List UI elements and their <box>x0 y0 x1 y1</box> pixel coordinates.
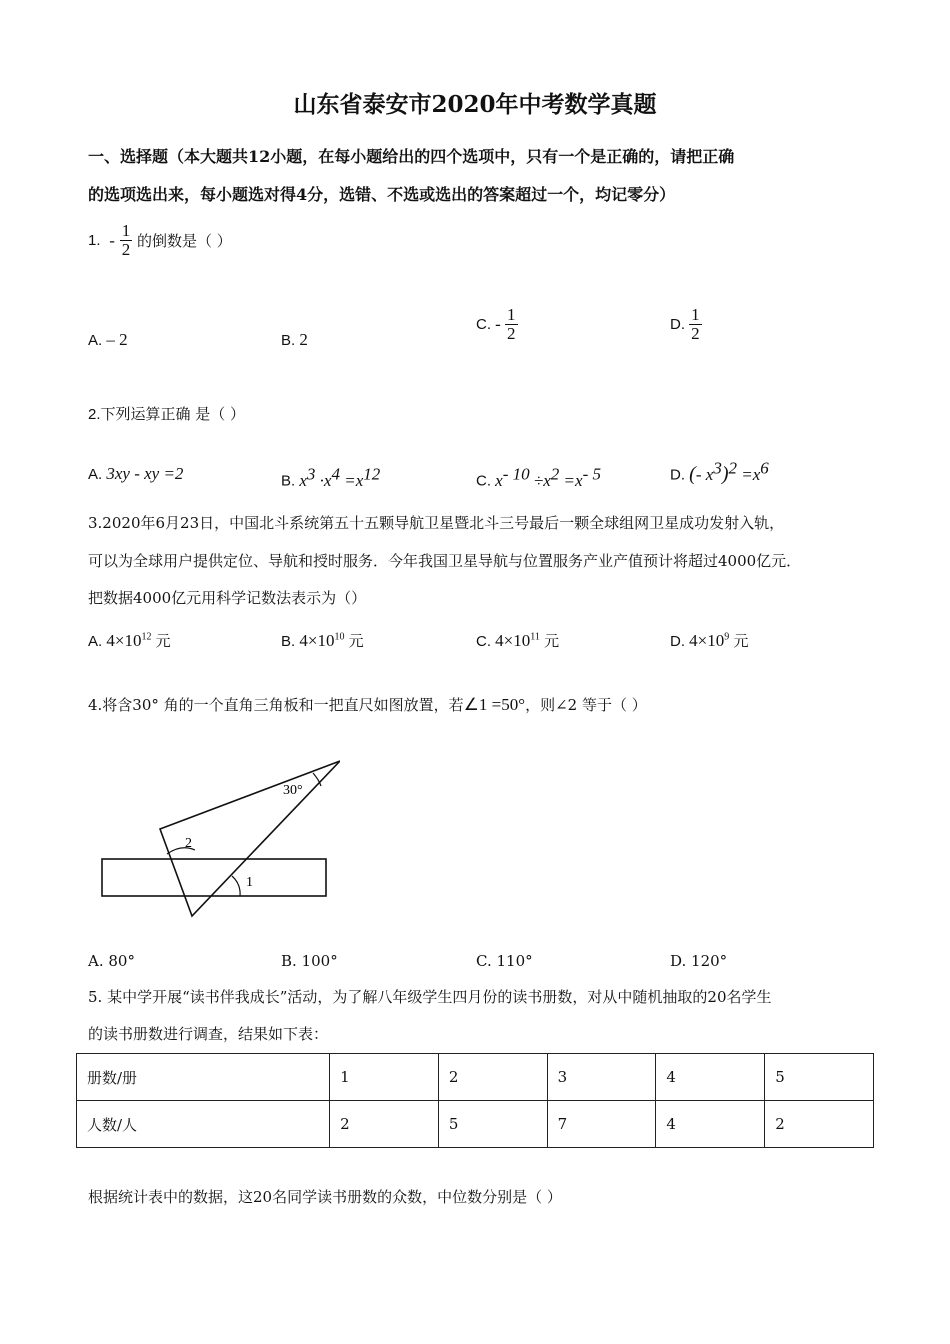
sci-notation: $4\times 10^9$ <box>689 631 730 650</box>
label-1: 1 <box>246 875 253 890</box>
question-text: 的倒数是（ ） <box>137 232 232 250</box>
table-cell: 5 <box>438 1101 547 1148</box>
option-value: 2 <box>299 330 308 349</box>
option-label: A. <box>88 466 103 483</box>
fraction-denominator: 2 <box>507 324 516 343</box>
q1-option-c[interactable] <box>476 306 518 343</box>
table-cell: 人数/人 <box>77 1101 330 1148</box>
exponent: 10 <box>334 631 345 643</box>
question-3-line1: 3.2020年6月23日，中国北斗系统第五十五颗导航卫星暨北斗三号最后一颗全球组网卫星成功发射入轨， <box>88 514 785 532</box>
q2-option-a[interactable] <box>88 464 183 484</box>
sci-notation: $4\times 10^{10}$ <box>299 631 345 650</box>
fraction-denominator: 2 <box>691 324 700 343</box>
option-label: D. <box>670 316 685 333</box>
minus-sign: - <box>495 314 501 334</box>
fraction-numerator: 1 <box>121 221 131 240</box>
reading-stats-table <box>76 1053 874 1148</box>
question-3-line2: 可以为全球用户提供定位、导航和授时服务．今年我国卫星导航与位置服务产业产值预计将超过4000亿元． <box>88 552 802 570</box>
q1-option-a[interactable] <box>88 330 128 350</box>
question-1 <box>88 222 232 259</box>
question-text: 下列运算正确 是（ ） <box>100 405 246 423</box>
question-4 <box>88 694 647 715</box>
option-label: D. <box>670 633 685 650</box>
q1-option-b[interactable] <box>281 330 308 350</box>
question-prefix: 4.将含30° 角的一个直角三角板和一把直尺如图放置，若 <box>88 696 464 714</box>
q2-option-b[interactable] <box>281 464 380 491</box>
angle-expression: ∠1 =50° <box>463 695 526 714</box>
option-label: C. <box>476 633 491 650</box>
option-label: B. <box>281 332 296 349</box>
fraction-one-half <box>120 222 133 259</box>
table-row <box>77 1054 874 1101</box>
q3-option-a[interactable] <box>88 630 171 651</box>
unit: 元 <box>155 633 171 650</box>
exponent: 12 <box>141 631 152 643</box>
unit: 元 <box>544 633 560 650</box>
section-heading-line1: 一、选择题（本大题共12小题，在每小题给出的四个选项中，只有一个是正确的，请把正确 <box>88 147 735 166</box>
table-cell: 3 <box>547 1054 656 1101</box>
angle-1-arc <box>232 876 240 896</box>
option-label: B. <box>281 472 296 490</box>
question-2 <box>88 403 245 424</box>
option-value: – 2 <box>106 330 128 349</box>
q3-option-d[interactable] <box>670 630 748 651</box>
fraction <box>505 306 518 343</box>
question-suffix: ，则∠2 等于（ ） <box>525 696 647 714</box>
question-5-line2: 的读书册数进行调查，结果如下表： <box>88 1025 329 1043</box>
q3-option-c[interactable] <box>476 630 559 651</box>
option-label: A. <box>88 332 103 349</box>
q1-option-d[interactable] <box>670 306 702 343</box>
table-cell: 5 <box>765 1054 874 1101</box>
question-5-line1: 5. 某中学开展“读书伴我成长”活动，为了解八年级学生四月份的读书册数，对从中随机抽取的20名学生 <box>88 988 772 1006</box>
question-number: 1. <box>88 232 101 249</box>
q3-option-b[interactable] <box>281 630 364 651</box>
table-cell: 册数/册 <box>77 1054 330 1101</box>
table-cell: 4 <box>656 1054 765 1101</box>
question-3-line3: 把数据4000亿元用科学记数法表示为（） <box>88 589 367 607</box>
table-cell: 1 <box>330 1054 439 1101</box>
q2-option-c[interactable] <box>476 464 601 491</box>
page-title: 山东省泰安市2020年中考数学真题 <box>293 91 657 118</box>
table-cell: 4 <box>656 1101 765 1148</box>
table-cell: 2 <box>765 1101 874 1148</box>
fraction-denominator: 2 <box>121 240 131 259</box>
exponent: 9 <box>724 631 730 643</box>
option-label: B. <box>281 633 296 650</box>
question-5-prompt: 根据统计表中的数据，这20名同学读书册数的众数，中位数分别是（ ） <box>88 1188 562 1206</box>
label-2: 2 <box>185 836 192 851</box>
q4-option-a[interactable]: A. 80° <box>88 952 135 970</box>
option-label: C. <box>476 316 491 333</box>
section-heading-line2: 的选项选出来，每小题选对得4分，选错、不选或选出的答案超过一个，均记零分） <box>88 185 676 204</box>
math-expression: 3xy - xy =2 <box>106 464 184 483</box>
fraction-numerator: 1 <box>507 305 516 324</box>
ruler <box>102 859 326 896</box>
table-cell: 7 <box>547 1101 656 1148</box>
table-cell: 2 <box>438 1054 547 1101</box>
q4-option-c[interactable]: C. 110° <box>476 952 533 970</box>
question-number: 2. <box>88 406 101 423</box>
fraction <box>689 306 702 343</box>
exponent: 11 <box>530 631 540 643</box>
unit: 元 <box>733 633 749 650</box>
sci-notation: $4\times 10^{12}$ <box>106 631 152 650</box>
math-expression: $x^{- 10} \div x^2 =x^{- 5}$ <box>495 464 601 490</box>
math-expression: (- $x^3)^2 =x^6$ <box>689 458 769 485</box>
table-cell: 2 <box>330 1101 439 1148</box>
triangle-ruler-figure <box>95 752 340 922</box>
sci-notation: $4\times 10^{11}$ <box>495 631 540 650</box>
math-expression: $x^3 \cdot x^4 =x^{12}$ <box>299 464 381 490</box>
minus-sign: - <box>109 230 115 250</box>
option-label: C. <box>476 472 491 490</box>
q4-option-d[interactable]: D. 120° <box>670 952 728 970</box>
unit: 元 <box>348 633 364 650</box>
option-label: A. <box>88 633 103 650</box>
q4-option-b[interactable]: B. 100° <box>281 952 338 970</box>
q2-option-d[interactable] <box>670 458 769 486</box>
label-30: 30° <box>283 783 303 798</box>
fraction-numerator: 1 <box>691 305 700 324</box>
table-row <box>77 1101 874 1148</box>
option-label: D. <box>670 466 685 484</box>
